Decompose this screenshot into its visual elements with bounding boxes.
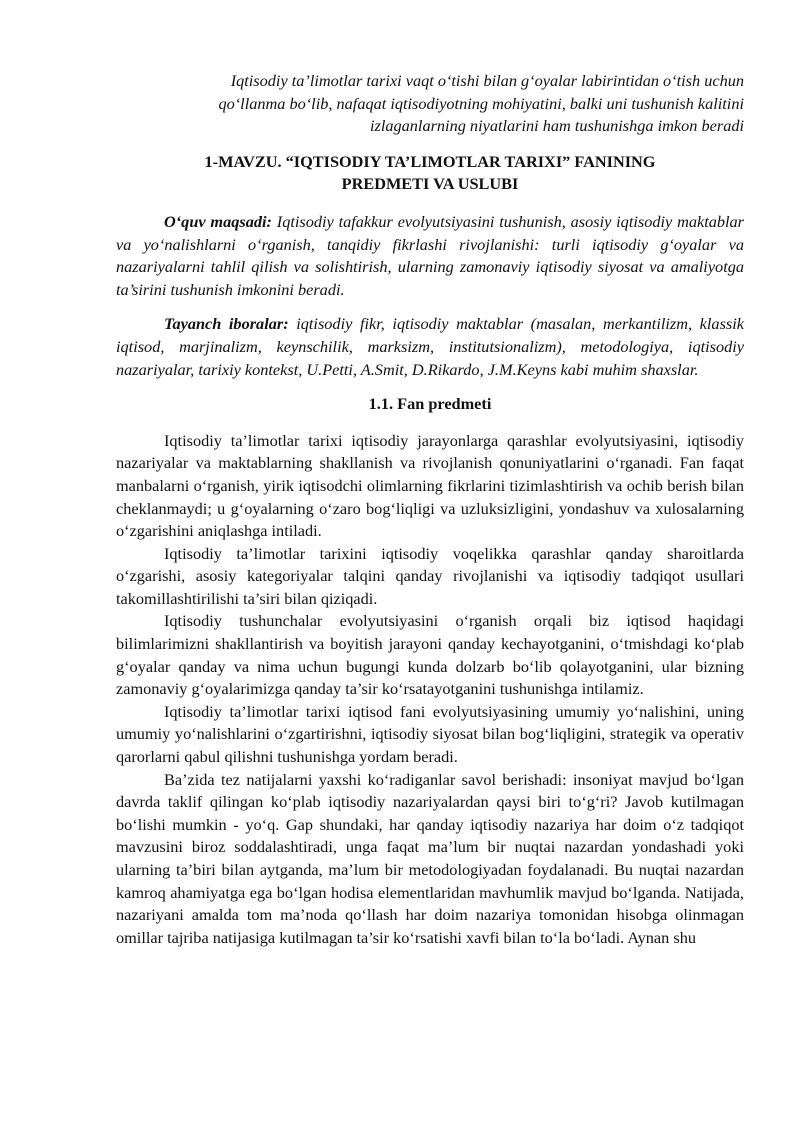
chapter-title [116,151,744,196]
epigraph-line-1: Iqtisodiy ta’limotlar tarixi vaqt o‘tishi bilan g‘oyalar labirintidan o‘tish uchun [230,71,744,90]
section-title: 1.1. Fan predmeti [368,394,492,414]
learning-goal-text: Iqtisodiy tafakkur evolyutsiyasini tushunish, asosiy iqtisodiy maktablar va yo‘nalishlarni o‘rganish, tanqidiy fikrlashi rivojlanishi: turli iqtisodiy g‘oyalar va nazariyalarni tahlil qilish va solishtirish, ularning zamonaviy iqtisodiy siyosat va amaliyotga ta’sirini tushunish imkonini beradi. [116,211,744,299]
learning-goal [116,211,744,301]
chapter-title-line-1: 1-MAVZU. “IQTISODIY TA’LIMOTLAR TARIXI” FANINING [204,151,656,171]
learning-goal-label: O‘quv maqsadi: [164,211,272,231]
epigraph-line-3: izlaganlarning niyatlarini ham tushunishga imkon beradi [369,116,744,136]
key-terms-label: Tayanch iboralar: [164,314,289,334]
body-paragraph-1: Iqtisodiy ta’limotlar tarixi iqtisodiy jarayonlarga qarashlar evolyutsiyasini, iqtisodiy nazariyalar va maktablarning shakllanish va rivojlanish qonuniyatlarini o‘rganadi. Fan faqat manbalarni o‘rganish, yirik iqtisodchi olimlarning fikrlarini tizimlashtirish va ochib berish bilan cheklanmaydi; u g‘oyalarning o‘zaro bog‘liqligi va uzluksizligini, yondashuv va xulosalarning o‘zgarishini aniqlashga intiladi. [116,430,744,541]
body-paragraph-4: Iqtisodiy ta’limotlar tarixi iqtisod fani evolyutsiyasining umumiy yo‘nalishini, uning umumiy yo‘nalishlarini o‘zgartirishni, iqtisodiy siyosat bilan bog‘liqligini, strategik va operativ qarorlarni qabul qilishni tushunishga yordam beradi. [116,701,744,767]
key-terms-text: iqtisodiy fikr, iqtisodiy maktablar (masalan, merkantilizm, klassik iqtisod, marjinalizm, keynschilik, marksizm, institutsionalizm), metodologiya, iqtisodiy nazariyalar, tarixiy kontekst, U.Petti, A.Smit, D.Rikardo, J.M.Keyns kabi muhim shaxslar. [116,314,744,379]
body-paragraph-3: Iqtisodiy tushunchalar evolyutsiyasini o‘rganish orqali biz iqtisod haqidagi bilimlarimizni shakllantirish va boyitish jarayoni qanday kechayotganini, o‘tmishdagi ko‘plab g‘oyalar qanday va nima uchun bugungi kunda dolzarb bo‘lib qolayotganini, ular bizning zamonaviy g‘oyalarimizga qanday ta’sir ko‘rsatayotganini tushunishga intilamiz. [116,611,744,699]
epigraph-line-2: qo‘llanma bo‘lib, nafaqat iqtisodiyotning mohiyatini, balki uni tushunish kalitini [218,93,744,113]
epigraph [116,70,744,138]
body-paragraph-2: Iqtisodiy ta’limotlar tarixini iqtisodiy voqelikka qarashlar qanday sharoitlarda o‘zgarishi, asosiy kategoriyalar talqini qanday rivojlanishi va iqtisodiy tadqiqot usullari takomillashtirilishi ta’siri bilan qiziqadi. [116,543,744,608]
chapter-title-line-2: PREDMETI VA USLUBI [341,174,519,194]
body-paragraph-5: Ba’zida tez natijalarni yaxshi ko‘radiganlar savol berishadi: insoniyat mavjud bo‘lgan davrda taklif qilingan ko‘plab iqtisodiy nazariyalardan qaysi biri to‘g‘ri? Javob kutilmagan bo‘lishi mumkin - yo‘q. Gap shundaki, har qanday iqtisodiy nazariya har doim o‘z tadqiqot mavzusini biroz soddalashtiradi, unga faqat ma’lum bir nuqtai nazardan yondashadi yoki ularning ta’biri bilan aytganda, ma’lum bir metodologiyadan foydalanadi. Bu nuqtai nazardan kamroq ahamiyatga ega bo‘lgan hodisa elementlaridan mavhumlik mavjud bo‘lganda. Natijada, nazariyani amalda tom ma’noda qo‘llash har doim nazariya tomonidan hisobga olinmagan omillar tajriba natijasiga kutilmagan ta’sir ko‘rsatishi xavfi bilan to‘la bo‘ladi. Aynan shu [116,769,744,947]
key-terms [116,313,744,381]
